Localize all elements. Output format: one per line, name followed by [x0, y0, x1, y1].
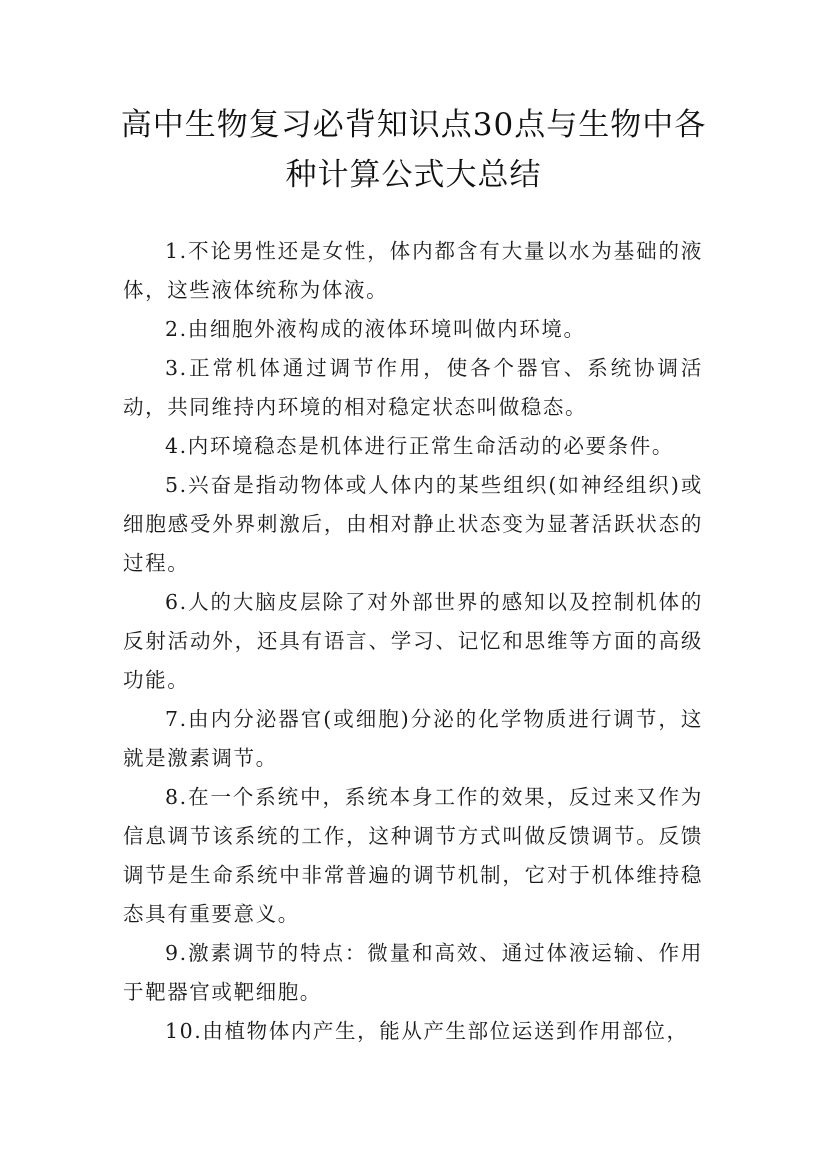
- paragraph-6: 6.人的大脑皮层除了对外部世界的感知以及控制机体的反射活动外，还具有语言、学习、记忆和思维等方面的高级功能。: [123, 590, 703, 692]
- paragraph-10: 10.由植物体内产生，能从产生部位运送到作用部位，: [165, 1019, 689, 1043]
- paragraph-7: 7.由内分泌器官(或细胞)分泌的化学物质进行调节，这就是激素调节。: [123, 707, 703, 770]
- document-body: [123, 232, 703, 1051]
- document-title: 高中生物复习必背知识点30点与生物中各种计算公式大总结: [120, 107, 707, 193]
- paragraph-8: 8.在一个系统中，系统本身工作的效果，反过来又作为信息调节该系统的工作，这种调节方式叫做反馈调节。反馈调节是生命系统中非常普遍的调节机制，它对于机体维持稳态具有重要意义。: [123, 785, 703, 926]
- paragraph-1: 1.不论男性还是女性，体内都含有大量以水为基础的液体，这些液体统称为体液。: [123, 239, 703, 302]
- paragraph-2: 2.由细胞外液构成的液体环境叫做内环境。: [165, 317, 586, 341]
- paragraph-9: 9.激素调节的特点：微量和高效、通过体液运输、作用于靶器官或靶细胞。: [123, 941, 703, 1004]
- paragraph-3: 3.正常机体通过调节作用，使各个器官、系统协调活动，共同维持内环境的相对稳定状态叫做稳态。: [123, 356, 703, 419]
- paragraph-4: 4.内环境稳态是机体进行正常生命活动的必要条件。: [165, 434, 674, 458]
- paragraph-5: 5.兴奋是指动物体或人体内的某些组织(如神经组织)或细胞感受外界刺激后，由相对静止状态变为显著活跃状态的过程。: [123, 473, 703, 575]
